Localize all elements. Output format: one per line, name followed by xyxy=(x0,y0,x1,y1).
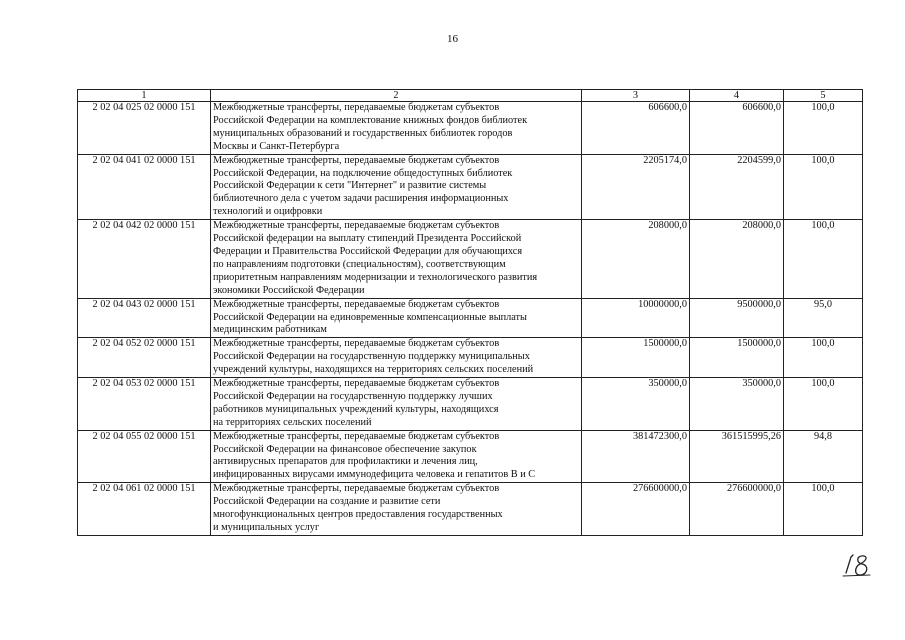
table-row xyxy=(78,102,863,155)
actual-amount-cell: 276600000,0 xyxy=(690,483,784,536)
percent-cell: 100,0 xyxy=(784,483,863,536)
planned-amount-cell: 2205174,0 xyxy=(582,154,690,220)
table-row xyxy=(78,154,863,220)
table-row xyxy=(78,483,863,536)
budget-code-cell: 2 02 04 061 02 0000 151 xyxy=(78,483,211,536)
percent-cell: 100,0 xyxy=(784,102,863,155)
percent-cell: 100,0 xyxy=(784,338,863,378)
planned-amount-cell: 350000,0 xyxy=(582,378,690,431)
actual-amount-cell: 9500000,0 xyxy=(690,298,784,338)
table-header-row xyxy=(78,90,863,102)
column-header-1: 1 xyxy=(78,90,211,102)
percent-cell: 100,0 xyxy=(784,154,863,220)
description-cell: Межбюджетные трансферты, передаваемые бюджетам субъектов Российской Федерации на финансовое обеспечение закупок антивирусных препаратов для профилактики и лечения лиц, инфицированных вирусами иммунодефицита человека и гепатитов В и С xyxy=(211,430,582,483)
table-row xyxy=(78,338,863,378)
actual-amount-cell: 1500000,0 xyxy=(690,338,784,378)
percent-cell: 95,0 xyxy=(784,298,863,338)
percent-cell: 100,0 xyxy=(784,220,863,298)
description-cell: Межбюджетные трансферты, передаваемые бюджетам субъектов Российской федерации на выплату стипендий Президента Российской Федерации и Правительства Российской Федерации для обучающихся по направлениям подготовки (специальностям), соответствующим приоритетным направлениям модернизации и технологического развития экономики Российской Федерации xyxy=(211,220,582,298)
page-number: 16 xyxy=(447,33,458,45)
handwritten-page-number-mark xyxy=(842,552,876,578)
column-header-5: 5 xyxy=(784,90,863,102)
budget-code-cell: 2 02 04 043 02 0000 151 xyxy=(78,298,211,338)
description-cell: Межбюджетные трансферты, передаваемые бюджетам субъектов Российской Федерации, на подключение общедоступных библиотек Российской Федерации к сети "Интернет" и развитие системы библиотечного дела с учетом задачи расширения информационных технологий и оцифровки xyxy=(211,154,582,220)
table-row xyxy=(78,378,863,431)
column-header-4: 4 xyxy=(690,90,784,102)
percent-cell: 100,0 xyxy=(784,378,863,431)
actual-amount-cell: 350000,0 xyxy=(690,378,784,431)
budget-code-cell: 2 02 04 041 02 0000 151 xyxy=(78,154,211,220)
actual-amount-cell: 361515995,26 xyxy=(690,430,784,483)
column-header-2: 2 xyxy=(211,90,582,102)
planned-amount-cell: 1500000,0 xyxy=(582,338,690,378)
description-cell: Межбюджетные трансферты, передаваемые бюджетам субъектов Российской Федерации на комплектование книжных фондов библиотек муниципальных образований и государственных библиотек городов Москвы и Санкт-Петербурга xyxy=(211,102,582,155)
description-cell: Межбюджетные трансферты, передаваемые бюджетам субъектов Российской Федерации на государственную поддержку муниципальных учреждений культуры, находящихся на территориях сельских поселений xyxy=(211,338,582,378)
budget-transfers-table xyxy=(77,89,863,536)
column-header-3: 3 xyxy=(582,90,690,102)
budget-code-cell: 2 02 04 042 02 0000 151 xyxy=(78,220,211,298)
description-cell: Межбюджетные трансферты, передаваемые бюджетам субъектов Российской Федерации на создание и развитие сети многофункциональных центров предоставления государственных и муниципальных услуг xyxy=(211,483,582,536)
budget-code-cell: 2 02 04 052 02 0000 151 xyxy=(78,338,211,378)
planned-amount-cell: 381472300,0 xyxy=(582,430,690,483)
planned-amount-cell: 208000,0 xyxy=(582,220,690,298)
budget-code-cell: 2 02 04 055 02 0000 151 xyxy=(78,430,211,483)
planned-amount-cell: 276600000,0 xyxy=(582,483,690,536)
percent-cell: 94,8 xyxy=(784,430,863,483)
planned-amount-cell: 10000000,0 xyxy=(582,298,690,338)
budget-code-cell: 2 02 04 053 02 0000 151 xyxy=(78,378,211,431)
actual-amount-cell: 208000,0 xyxy=(690,220,784,298)
description-cell: Межбюджетные трансферты, передаваемые бюджетам субъектов Российской Федерации на единовременные компенсационные выплаты медицинским работникам xyxy=(211,298,582,338)
table-row xyxy=(78,430,863,483)
table-row xyxy=(78,298,863,338)
budget-code-cell: 2 02 04 025 02 0000 151 xyxy=(78,102,211,155)
description-cell: Межбюджетные трансферты, передаваемые бюджетам субъектов Российской Федерации на государственную поддержку лучших работников муниципальных учреждений культуры, находящихся на территориях сельских поселений xyxy=(211,378,582,431)
planned-amount-cell: 606600,0 xyxy=(582,102,690,155)
actual-amount-cell: 2204599,0 xyxy=(690,154,784,220)
actual-amount-cell: 606600,0 xyxy=(690,102,784,155)
table-row xyxy=(78,220,863,298)
